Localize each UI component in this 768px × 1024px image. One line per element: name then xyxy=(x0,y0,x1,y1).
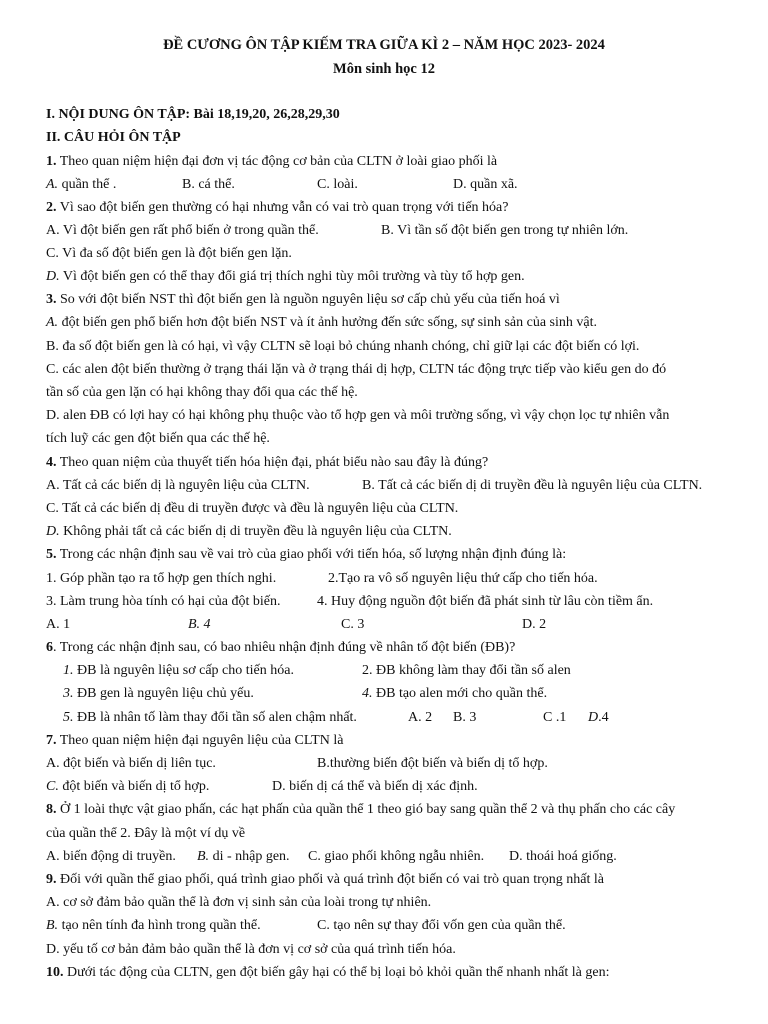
question-text: Đối với quần thể giao phối, quá trình giao phối và quá trình đột biến có vai trò quan trọng nhất là xyxy=(56,872,604,887)
statement-4: 4. Huy động nguồn đột biến đã phát sinh từ lâu còn tiềm ẩn. xyxy=(317,594,654,609)
question-10 xyxy=(46,964,609,982)
option-b: B. cá thể. xyxy=(182,177,235,192)
question-text: Trong các nhận định sau về vai trò của giao phối với tiến hóa, số lượng nhận định đúng là: xyxy=(56,547,567,562)
option-b: B.thường biến đột biến và biến dị tổ hợp. xyxy=(317,756,548,771)
option-d: D. Không phải tất cả các biến dị di truyền đều là nguyên liệu của CLTN. xyxy=(46,524,452,539)
question-number: 2. xyxy=(46,200,57,215)
option-d: D.4 xyxy=(588,710,609,725)
option-c: C. Vì đa số đột biến gen là đột biến gen lặn. xyxy=(46,246,292,261)
option-a: A. đột biến gen phổ biến hơn đột biến NST và ít ảnh hưởng đến sức sống, sự sinh sản của sinh vật. xyxy=(46,315,597,330)
question-1-options xyxy=(46,176,116,194)
question-8 xyxy=(46,801,675,819)
question-4 xyxy=(46,454,488,472)
option-b: B. đa số đột biến gen là có hại, vì vậy CLTN sẽ loại bỏ chúng nhanh chóng, chỉ giữ lại các đột biến có lợi. xyxy=(46,339,640,354)
question-2 xyxy=(46,199,508,217)
question-text: Ở 1 loài thực vật giao phấn, các hạt phấn của quần thể 1 theo gió bay sang quần thể 2 và thụ phấn cho các cây xyxy=(56,802,676,817)
option-d-line2: tích luỹ các gen đột biến qua các thế hệ. xyxy=(46,431,270,446)
option-b: B. 4 xyxy=(188,617,211,632)
option-c: C. loài. xyxy=(317,177,358,192)
option-a: A. cơ sở đảm bảo quần thể là đơn vị sinh sản của loài trong tự nhiên. xyxy=(46,895,432,910)
option-a: A. Vì đột biến gen rất phổ biến ở trong quần thể. xyxy=(46,223,319,238)
question-number: 8. xyxy=(46,802,57,817)
option-d: D. quần xã. xyxy=(453,177,518,192)
option-a: A. biến động di truyền. xyxy=(46,849,176,864)
option-d: D. biến dị cá thể và biến dị xác định. xyxy=(272,779,478,794)
option-a: A. 2 xyxy=(408,710,433,725)
option-c: C .1 xyxy=(543,710,567,725)
option-b: B. tạo nên tính đa hình trong quần thể. xyxy=(46,918,261,933)
question-1 xyxy=(46,153,497,171)
statement-2: 2. ĐB không làm thay đổi tần số alen xyxy=(362,663,571,678)
option-a: A. đột biến và biến dị liên tục. xyxy=(46,756,216,771)
question-text: Theo quan niệm của thuyết tiến hóa hiện đại, phát biểu nào sau đây là đúng? xyxy=(56,455,489,470)
section-content-heading: I. NỘI DUNG ÔN TẬP: Bài 18,19,20, 26,28,29,30 xyxy=(46,107,340,122)
question-5 xyxy=(46,546,566,564)
question-3 xyxy=(46,291,560,309)
question-number: 1. xyxy=(46,154,57,169)
question-number: 9. xyxy=(46,872,57,887)
option-letter: A. xyxy=(46,177,59,192)
option-b: B. 3 xyxy=(453,710,477,725)
question-text: Dưới tác động của CLTN, gen đột biến gây hại có thể bị loại bỏ khỏi quần thể nhanh nhất là gen: xyxy=(63,965,610,980)
statement-3: 3. ĐB gen là nguyên liệu chủ yếu. xyxy=(63,686,254,701)
question-7 xyxy=(46,732,343,750)
option-c-line1: C. các alen đột biến thường ở trạng thái lặn và ở trạng thái dị hợp, CLTN tác động trực tiếp vào kiểu gen do đó xyxy=(46,362,667,377)
section-questions-heading: II. CÂU HỎI ÔN TẬP xyxy=(46,130,181,145)
statement-5: 5. ĐB là nhân tố làm thay đổi tần số alen chậm nhất. xyxy=(63,710,357,725)
question-8-text-line2: của quần thể 2. Đây là một ví dụ về xyxy=(46,826,246,841)
option-b: B. di - nhập gen. xyxy=(197,849,290,864)
statement-1: 1. Góp phần tạo ra tổ hợp gen thích nghi. xyxy=(46,571,277,586)
document-title: ĐỀ CƯƠNG ÔN TẬP KIẾM TRA GIỮA KÌ 2 – NĂM HỌC 2023- 2024 xyxy=(163,37,605,53)
statement-3: 3. Làm trung hòa tính có hại của đột biến. xyxy=(46,594,281,609)
statement-4: 4. ĐB tạo alen mới cho quần thể. xyxy=(362,686,548,701)
option-b: B. Vì tần số đột biến gen trong tự nhiên lớn. xyxy=(381,223,629,238)
document-subtitle: Môn sinh học 12 xyxy=(333,61,435,77)
question-9 xyxy=(46,871,604,889)
statement-2: 2.Tạo ra vô số nguyên liệu thứ cấp cho tiến hóa. xyxy=(328,571,598,586)
option-d: D. 2 xyxy=(522,617,547,632)
option-d-line1: D. alen ĐB có lợi hay có hại không phụ thuộc vào tổ hợp gen và môi trường sống, vì vậy chọn lọc tự nhiên vẫn xyxy=(46,408,670,423)
option-c: C. 3 xyxy=(341,617,365,632)
question-number: 6 xyxy=(46,640,53,655)
option-b: B. Tất cả các biến dị di truyền đều là nguyên liệu của CLTN. xyxy=(362,478,703,493)
question-number: 7. xyxy=(46,733,57,748)
option-d: D. thoái hoá giống. xyxy=(509,849,617,864)
option-a: A. 1 xyxy=(46,617,71,632)
question-text: So với đột biến NST thì đột biến gen là nguồn nguyên liệu sơ cấp chủ yếu của tiến hoá vì xyxy=(56,292,560,307)
option-c: C. đột biến và biến dị tổ hợp. xyxy=(46,779,210,794)
question-6 xyxy=(46,639,515,657)
question-text: Theo quan niệm hiện đại nguyên liệu của CLTN là xyxy=(56,733,344,748)
question-text: . Trong các nhận định sau, có bao nhiêu nhận định đúng về nhân tố đột biến (ĐB)? xyxy=(53,640,516,655)
question-number: 4. xyxy=(46,455,57,470)
option-a: quần thể . xyxy=(61,177,117,192)
option-d: D. Vì đột biến gen có thể thay đổi giá trị thích nghi tùy môi trường và tùy tổ hợp gen. xyxy=(46,269,525,284)
question-number: 5. xyxy=(46,547,57,562)
option-c: C. tạo nên sự thay đổi vốn gen của quần thể. xyxy=(317,918,566,933)
question-number: 10. xyxy=(46,965,64,980)
question-text: Vì sao đột biến gen thường có hại nhưng vẫn có vai trò quan trọng với tiến hóa? xyxy=(56,200,509,215)
option-a: A. Tất cả các biến dị là nguyên liệu của CLTN. xyxy=(46,478,310,493)
option-d: D. yếu tố cơ bản đảm bảo quần thể là đơn vị cơ sở của quá trình tiến hóa. xyxy=(46,942,456,957)
statement-1: 1. ĐB là nguyên liệu sơ cấp cho tiến hóa. xyxy=(63,663,294,678)
option-c: C. giao phối không ngẫu nhiên. xyxy=(308,849,485,864)
question-text: Theo quan niệm hiện đại đơn vị tác động cơ bản của CLTN ở loài giao phối là xyxy=(56,154,498,169)
question-number: 3. xyxy=(46,292,57,307)
option-c: C. Tất cả các biến dị đều di truyền được và đều là nguyên liệu của CLTN. xyxy=(46,501,459,516)
option-c-line2: tần số của gen lặn có hại không thay đổi qua các thế hệ. xyxy=(46,385,358,400)
